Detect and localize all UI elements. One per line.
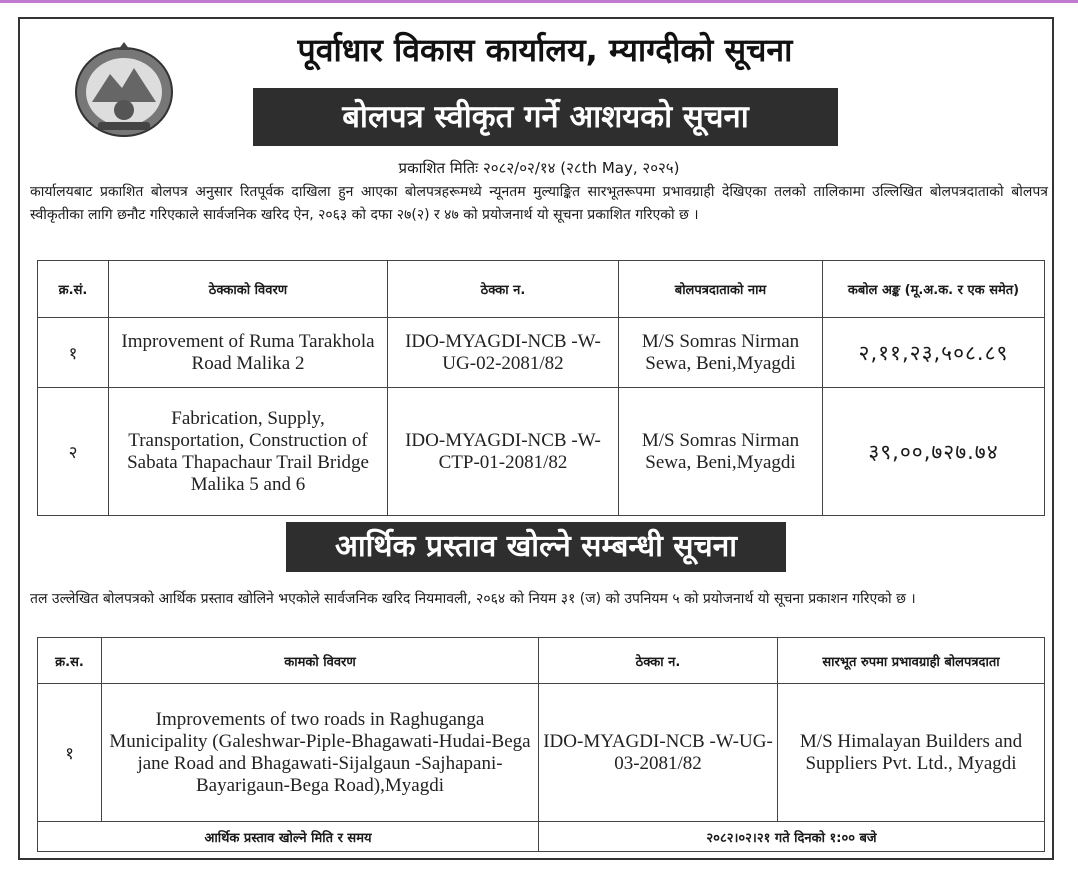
row-contract-no: IDO-MYAGDI-NCB -W-CTP-01-2081/82 [388,388,619,516]
opening-date-value: २०८२।०२।२१ गते दिनको १:०० बजे [539,822,1045,852]
award-table-header-row [38,261,1045,318]
header-bidder: बोलपत्रदाताको नाम [619,261,823,318]
top-border-line [0,0,1078,3]
row-description: Fabrication, Supply, Transportation, Construction of Sabata Thapachaur Trail Bridge Malika 5 and 6 [109,388,388,516]
header-contract-no: ठेक्का न. [388,261,619,318]
row-bidder: M/S Somras Nirman Sewa, Beni,Myagdi [619,318,823,388]
financial-proposal-banner: आर्थिक प्रस्ताव खोल्ने सम्बन्धी सूचना [286,522,786,572]
row-bidder: M/S Somras Nirman Sewa, Beni,Myagdi [619,388,823,516]
row-bidder: M/S Himalayan Builders and Suppliers Pvt. Ltd., Myagdi [778,684,1045,822]
intro-paragraph: कार्यालयबाट प्रकाशित बोलपत्र अनुसार रितपूर्वक दाखिला हुन आएका बोलपत्रहरूमध्ये न्यूनतम मुल्याङ्कित सारभूतरूपमा प्रभावग्राही देखिएका तलको तालिकामा उल्लिखित बोलपत्रदाताको बोलपत्र स्वीकृतीका लागि छनौट गरिएकाले सार्वजनिक खरिद ऐन, २०६३ को दफा २७(२) र ४७ को प्रयोजनार्थ यो सूचना प्रकाशित गरिएको छ । [30,184,1048,223]
row-description: Improvement of Ruma Tarakhola Road Malika 2 [109,318,388,388]
award-table [37,260,1045,516]
published-date: प्रकाशित मितिः २०८२/०२/१४ (२८th May, २०२५) [398,159,680,177]
opening-date-label: आर्थिक प्रस्ताव खोल्ने मिति र समय [38,822,539,852]
row-contract-no: IDO-MYAGDI-NCB -W-UG-02-2081/82 [388,318,619,388]
financial-table [37,637,1045,852]
row-contract-no: IDO-MYAGDI-NCB -W-UG-03-2081/82 [539,684,778,822]
header-description: ठेक्काको विवरण [109,261,388,318]
row-description: Improvements of two roads in Raghuganga Municipality (Galeshwar-Piple-Bhagawati-Hudai-Bega jane Road and Bhagawati-Sijalgaun -Sajhapani-Bayarigaun-Bega Road),Myagdi [102,684,539,822]
header-contract-no: ठेक्का न. [539,638,778,684]
row-amount: २,११,२३,५०८.८९ [823,318,1045,388]
row-sn: १ [38,684,102,822]
financial-table-footer-row [38,822,1045,852]
table-row [38,388,1045,516]
header-sn: क्र.सं. [38,261,109,318]
header-amount: कबोल अङ्क (मू.अ.क. र एक समेत) [823,261,1045,318]
table-row [38,318,1045,388]
header-bidder: सारभूत रुपमा प्रभावग्राही बोलपत्रदाता [778,638,1045,684]
financial-table-header-row [38,638,1045,684]
office-title: पूर्वाधार विकास कार्यालय, म्याग्दीको सूचना [297,31,793,69]
nepal-government-emblem-icon [70,40,178,140]
row-sn: २ [38,388,109,516]
financial-paragraph: तल उल्लेखित बोलपत्रको आर्थिक प्रस्ताव खोलिने भएकोले सार्वजनिक खरिद नियमावली, २०६४ को नियम ३१ (ज) को उपनियम ५ को प्रयोजनार्थ यो सूचना प्रकाशन गरिएको छ । [30,591,916,607]
table-row [38,684,1045,822]
award-intent-banner: बोलपत्र स्वीकृत गर्ने आशयको सूचना [253,88,838,146]
row-amount: ३९,००,७२७.७४ [823,388,1045,516]
header-sn: क्र.स. [38,638,102,684]
row-sn: १ [38,318,109,388]
header-description: कामको विवरण [102,638,539,684]
